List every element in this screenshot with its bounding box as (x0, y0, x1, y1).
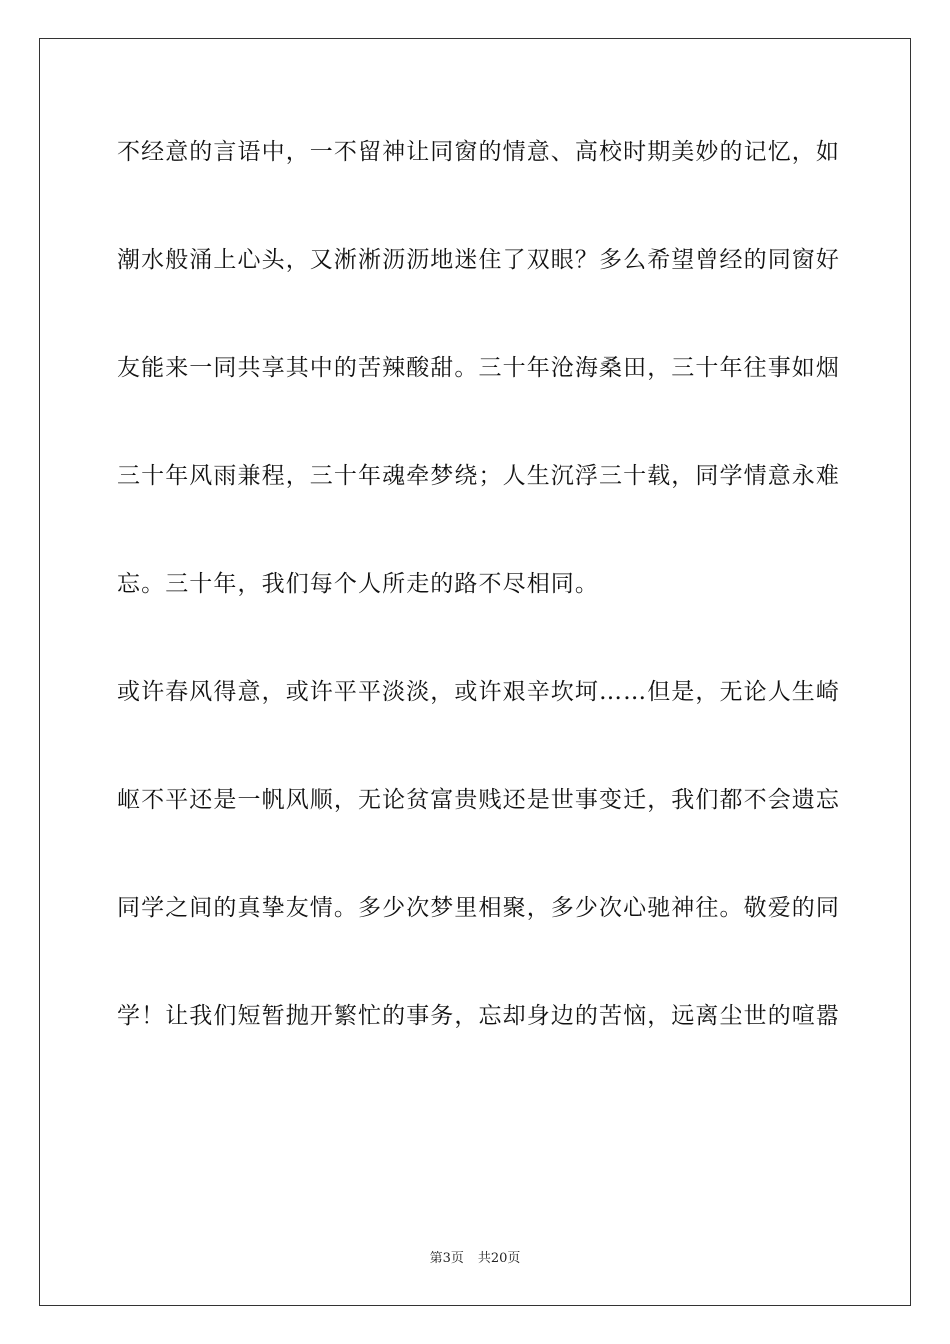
page-footer (0, 1247, 950, 1266)
text-line-3: 友能来一同共享其中的苦辣酸甜。三十年沧海桑田，三十年往事如烟 (117, 355, 840, 381)
text-line-5: 忘。三十年，我们每个人所走的路不尽相同。 (117, 571, 599, 597)
page-number: 第3页 (429, 1251, 464, 1266)
text-line-4: 三十年风雨兼程，三十年魂牵梦绕；人生沉浮三十载，同学情意永难 (117, 463, 840, 489)
text-line-7: 岖不平还是一帆风顺，无论贫富贵贱还是世事变迁，我们都不会遗忘 (117, 787, 840, 813)
page-total: 共20页 (477, 1251, 521, 1266)
text-line-2: 潮水般涌上心头，又淅淅沥沥地迷住了双眼？多么希望曾经的同窗好 (117, 247, 840, 273)
text-line-9: 学！让我们短暂抛开繁忙的事务，忘却身边的苦恼，远离尘世的喧嚣 (117, 1003, 840, 1029)
text-line-6: 或许春风得意，或许平平淡淡，或许艰辛坎坷……但是，无论人生崎 (117, 679, 840, 705)
text-line-8: 同学之间的真挚友情。多少次梦里相聚，多少次心驰神往。敬爱的同 (117, 895, 840, 921)
text-line-1: 不经意的言语中，一不留神让同窗的情意、高校时期美妙的记忆，如 (117, 139, 840, 165)
body-text (117, 126, 840, 1098)
